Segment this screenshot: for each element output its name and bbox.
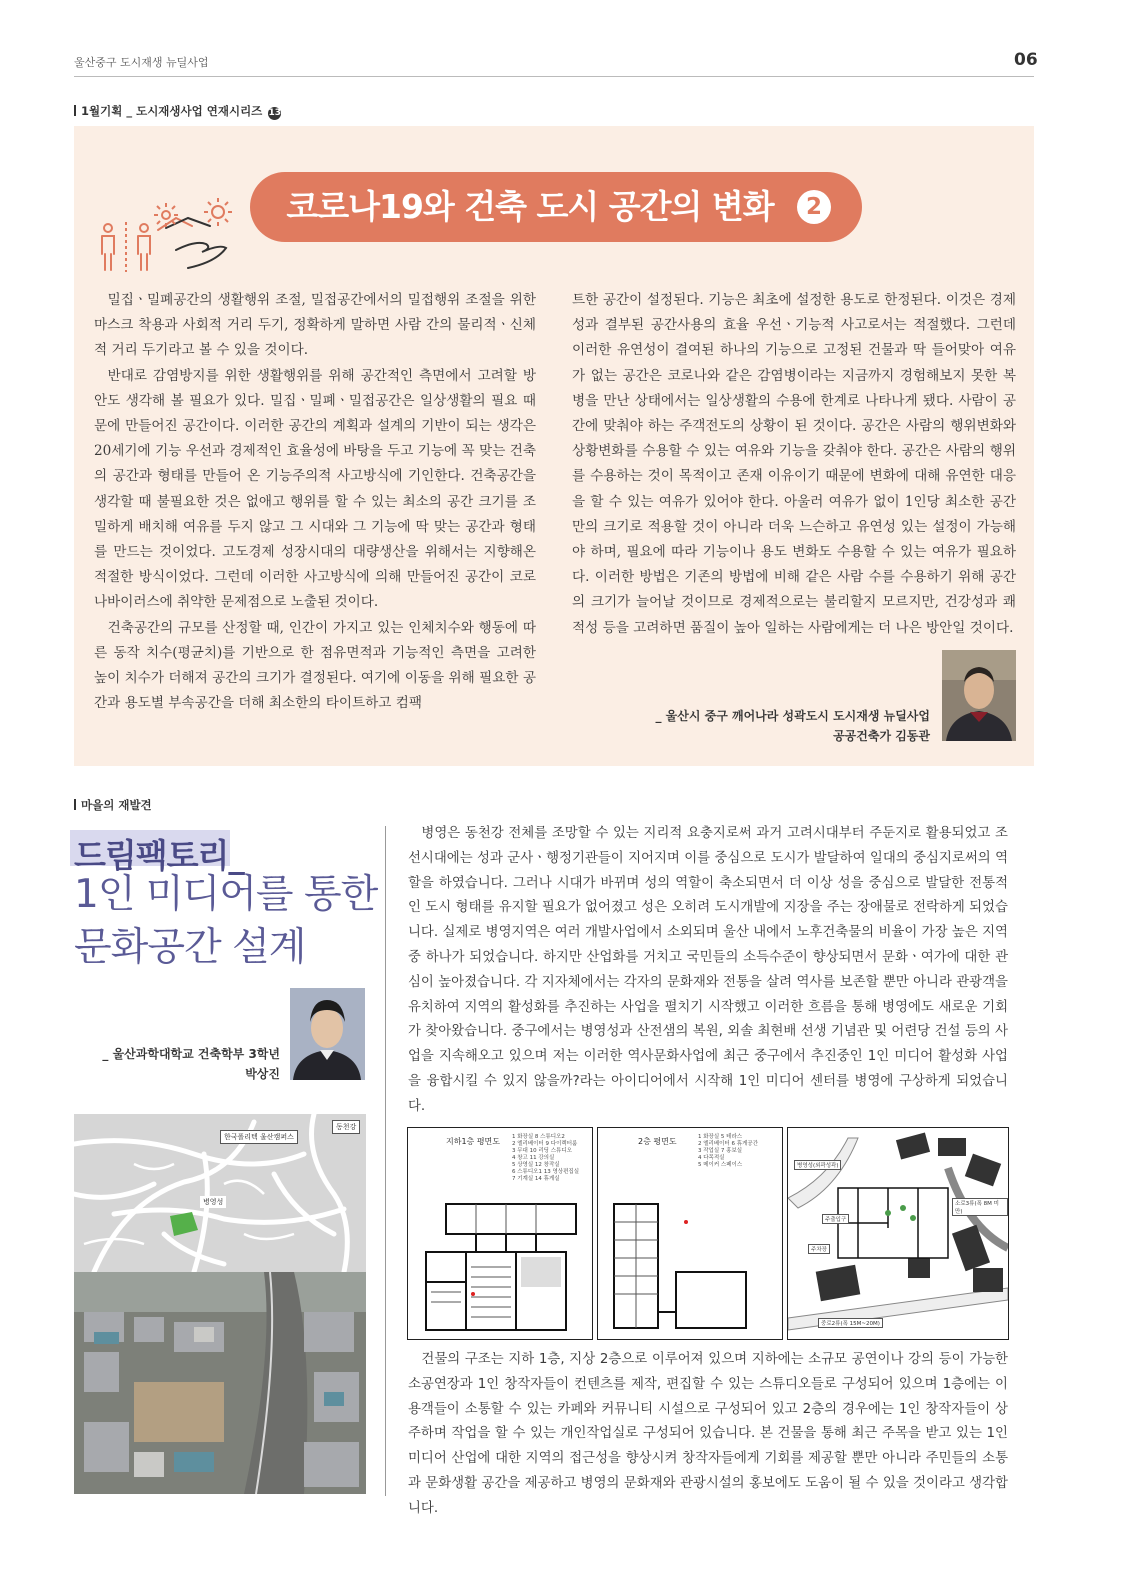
article-kicker: 드림팩토리_ [74, 836, 244, 875]
section1-label [74, 103, 281, 120]
author-credit [74, 1044, 280, 1084]
section2-label [74, 797, 152, 813]
author-portrait-image [942, 650, 1016, 741]
people-distance-icon [100, 198, 236, 274]
header-publication: 울산중구 도시재생 뉴딜사업 [74, 56, 209, 69]
map-label: 병영성 [200, 1196, 226, 1208]
section2-label-text: 마을의 재발견 [81, 798, 152, 812]
section1-label-text: 1월기획 _ 도시재생사업 연재시리즈 [81, 104, 263, 118]
author-affiliation: _ 울산시 중구 깨어나라 성곽도시 도시재생 뉴딜사업 [655, 709, 930, 723]
page-number: 06 [1014, 50, 1038, 70]
site-plan [787, 1127, 1009, 1340]
author-photo [942, 650, 1016, 741]
author-name: 공공건축가 김동관 [833, 729, 930, 743]
title-line: 1인 미디어를 통한 [74, 872, 378, 917]
author-photo [290, 988, 365, 1080]
basement-floor-plan [407, 1127, 593, 1340]
article2-body-bottom [408, 1348, 1008, 1522]
label-bar [74, 799, 76, 810]
title-line: 문화공간 설계 [74, 925, 306, 970]
site-label: 중로2류(폭 15M~20M) [818, 1318, 883, 1328]
site-label: 주차장 [808, 1244, 830, 1254]
author-affiliation: _ 울산과학대학교 건축학부 3학년 [102, 1047, 280, 1061]
paragraph: 병영은 동천강 전체를 조망할 수 있는 지리적 요충지로써 과거 고려시대부터 주둔지로 활용되었고 조선시대에는 성과 군사ㆍ행정기관들이 지어지며 이를 중심으로 도시가 발달하여 일대의 중심지로써의 역할을 하였습니다. 그러나 시대가 바뀌며 성의 역할이 축소되면서 더 이상 성을 중심으로 발달한 전통적인 도시 형태를 유지할 필요가 없어졌고 성은 오히려 도시개발에 지장을 주는 장애물로 전락하게 되었습니다. 실제로 병영지역은 여러 개발사업에서 소외되며 울산 내에서 노후건축물의 비율이 가장 높은 지역 중 하나가 되었습니다. 하지만 산업화를 거치고 국민들의 소득수준이 향상되면서 문화ㆍ여가에 대한 관심이 높아졌습니다. 각 지자체에서는 각자의 문화재와 전통을 살려 역사를 보존할 뿐만 아니라 관광객을 유치하여 지역의 활성화를 추진하는 사업을 펼치기 시작했고 이러한 흐름을 통해 병영에도 새로운 기회가 찾아왔습니다. 중구에서는 병영성과 산전샘의 복원, 외솔 최현배 선생 기념관 및 어련당 건설 등의 사업을 지속해오고 있으며 저는 이러한 역사문화사업에 최근 중구에서 추진중인 1인 미디어 활성화 사업을 융합시킬 수 있지 않을까?라는 아이디어에서 시작해 1인 미디어 센터를 병영에 구상하게 되었습니다. [408, 826, 1008, 1114]
paragraph: 밀집ㆍ밀폐공간의 생활행위 조절, 밀접공간에서의 밀접행위 조절을 위한 마스크 착용과 사회적 거리 두기, 정확하게 말하면 사람 간의 물리적ㆍ신체적 거리 두기라고 볼 수 있을 것이다. [94, 292, 536, 359]
article2-title [74, 868, 377, 974]
plan-legend: 1 화장실 5 테라스 2 엘리베이터 6 휴게공간 3 작업실 7 홍보실 4 다목적실 5 메이커 스페이스 [698, 1134, 759, 1168]
part-number-badge: 2 [797, 190, 831, 224]
paragraph: 건물의 구조는 지하 1층, 지상 2층으로 이루어져 있으며 지하에는 소규모 공연이나 강의 등이 가능한 소공연장과 1인 창작자들이 컨텐츠를 제작, 편집할 수 있는 스튜디오들로 구성되어 있으며 1층에는 이용객들이 소통할 수 있는 카페와 커뮤니티 시설으로 구성되어 있고 2층의 경우에는 1인 창작자들이 상주하며 작업을 할 수 있는 개인작업실로 구성되어 있습니다. 본 건물을 통해 최근 주목을 받고 있는 1인 미디어 산업에 대한 지역의 접근성을 향상시켜 창작자들에게 기회를 제공할 뿐만 아니라 주민들의 소통과 문화생활 공간을 제공하고 병영의 문화재와 관광시설의 홍보에도 도움이 될 수 있을 것이라고 생각합니다. [408, 1352, 1008, 1516]
paragraph: 반대로 감염방지를 위한 생활행위를 위해 공간적인 측면에서 고려할 방안도 생각해 볼 필요가 있다. 밀집ㆍ밀폐ㆍ밀접공간은 일상생활의 필요 때문에 만들어진 공간이다. 이러한 공간의 계획과 설계의 기반이 되는 생각은 20세기에 기능 우선과 경제적인 효율성에 바탕을 두고 기능에 꼭 맞는 건축의 공간과 형태를 만들어 온 기능주의적 사고방식에 기인한다. 건축공간을 생각할 때 불필요한 것은 없애고 행위를 할 수 있는 최소의 공간 크기를 조밀하게 배치해 여유를 두지 않고 그 시대와 그 기능에 딱 맞는 공간과 형태를 만드는 것이었다. 고도경제 성장시대의 대량생산을 위해서는 지향해온 적절한 방식이었다. 그런데 이러한 사고방식에 의해 만들어진 공간이 코로나바이러스에 취약한 문제점으로 노출된 것이다. [94, 367, 536, 611]
plan-drawing [416, 1192, 584, 1332]
article1-column-left [94, 288, 536, 716]
paragraph: 트한 공간이 설정된다. 기능은 최초에 설정한 용도로 한정된다. 이것은 경제성과 결부된 공간사용의 효율 우선ㆍ기능적 사고로서는 적절했다. 그런데 이러한 유연성이 결여된 하나의 기능으로 고정된 건물과 딱 들어맞아 여유가 없는 공간은 코로나와 같은 감염병이라는 지금까지 경험해보지 못한 복병을 만난 상태에서는 일상생활의 수용에 한계로 나타나게 됐다. 사람이 공간에 맞춰야 하는 주객전도의 상황이 된 것이다. 공간은 사람의 행위변화와 상황변화를 수용할 수 있는 여유와 기능을 갖춰야 한다. 공간은 사람의 행위를 수용하는 것이 목적이고 존재 이유이기 때문에 변화에 대해 유연한 대응을 할 수 있는 여유가 있어야 한다. 아울러 여유가 없이 1인당 최소한 공간만의 크기로 적용할 것이 아니라 더욱 느슨하고 유연성 있는 설정이 가능해야 하며, 필요에 따라 기능이나 용도 변화도 수용할 수 있는 여유가 필요하다. 이러한 방법은 기존의 방법에 비해 같은 사람 수를 수용하기 위해 공간의 크기가 늘어날 것이므로 경제적으로는 불리할지 모르지만, 건강성과 쾌적성 등을 고려하면 품질이 높아 일하는 사람에게는 더 나은 방안일 것이다. [572, 292, 1016, 636]
map-label: 한국폴리텍 울산캠퍼스 [220, 1130, 298, 1144]
article1-column-right [572, 288, 1016, 641]
aerial-photo [74, 1272, 366, 1494]
site-label: 주출입구 [822, 1214, 849, 1224]
article2-body-top [408, 822, 1008, 1120]
header-divider [74, 76, 1034, 77]
student-portrait-image [290, 988, 365, 1080]
plan-legend: 1 화장실 8 스튜디오2 2 엘리베이터 9 다이렉터룸 3 무대 10 리딩 스튜디오 4 창고 11 강의실 5 상영실 12 창작실 6 스튜디오1 13 영상편집실 7 기계실 14 휴게실 [512, 1134, 580, 1182]
plan-title: 지하1층 평면도 [446, 1137, 501, 1146]
label-bar [74, 105, 76, 116]
site-label: 소로3류(폭 8M 미만) [952, 1198, 1008, 1216]
series-number-badge: 13 [268, 108, 282, 118]
article-title: 코로나19와 건축 도시 공간의 변화 [286, 187, 774, 226]
paragraph: 건축공간의 규모를 산정할 때, 인간이 가지고 있는 인체치수와 행동에 따른 동작 치수(평균치)를 기반으로 한 점유면적과 기능적인 측면을 고려한 높이 치수가 더해져 공간의 크기가 결정된다. 여기에 이동을 위해 필요한 공간과 용도별 부속공간을 더해 최소한의 타이트하고 컴팩 [94, 619, 536, 712]
column-divider [385, 826, 386, 1496]
plan-drawing [606, 1192, 774, 1332]
aerial-photo-image [74, 1272, 366, 1494]
map-label: 동천강 [332, 1120, 360, 1134]
location-map [74, 1114, 366, 1272]
author-credit [560, 706, 930, 746]
site-label: 병영성(외곽성곽) [794, 1160, 841, 1170]
plan-title: 2층 평면도 [638, 1137, 677, 1146]
second-floor-plan [597, 1127, 783, 1340]
author-name: 박상진 [245, 1067, 280, 1081]
